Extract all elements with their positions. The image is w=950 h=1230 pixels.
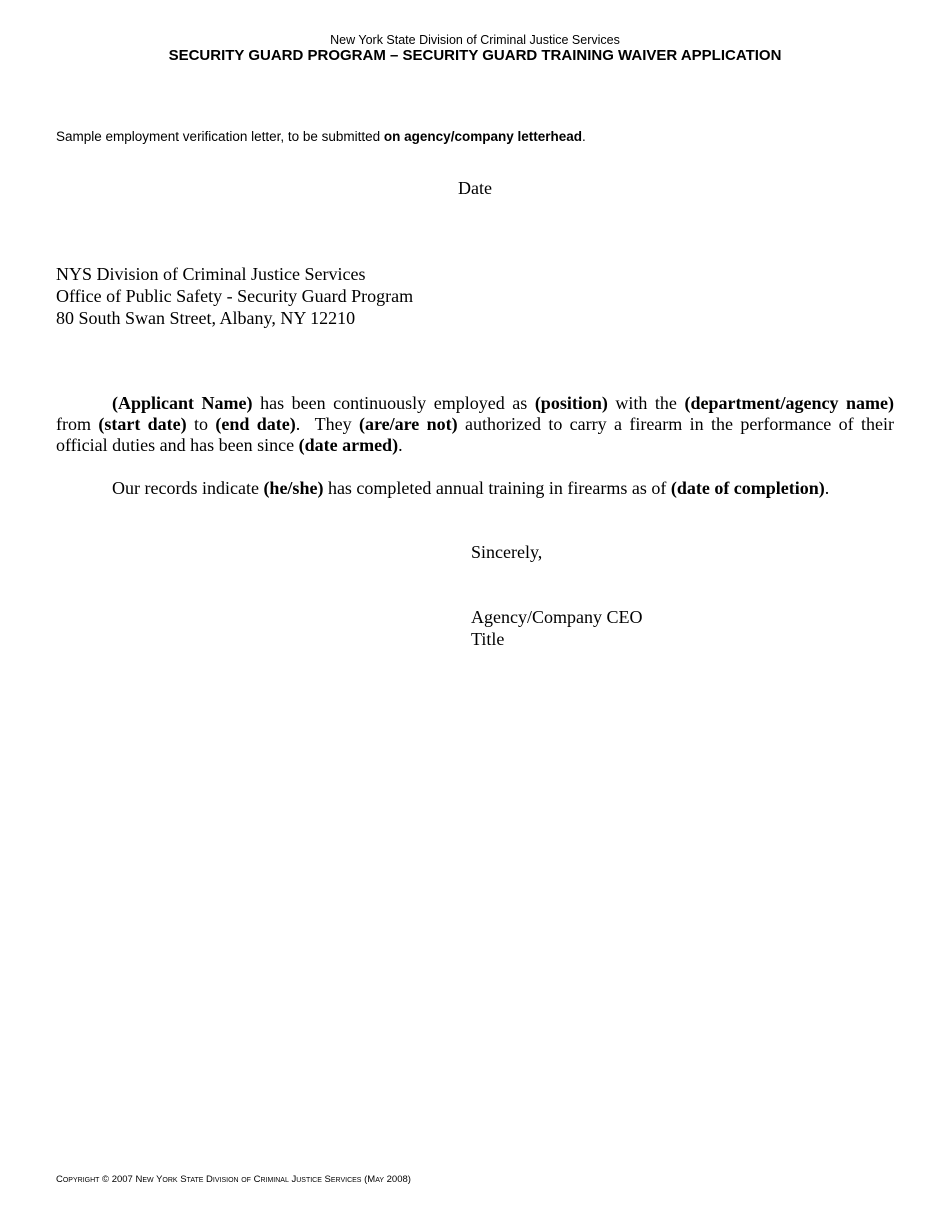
letter-date: Date — [458, 178, 492, 198]
paragraph-text: with the — [607, 393, 685, 413]
agency-heading: New York State Division of Criminal Justice Services — [330, 33, 620, 47]
paragraph-text: Our records indicate — [112, 478, 264, 498]
applicant-name-field: (Applicant Name) — [112, 393, 253, 413]
agency-name-field: (department/agency name) — [684, 393, 894, 413]
address-line-2: Office of Public Safety - Security Guard Program — [56, 286, 414, 306]
paragraph-text: from — [56, 414, 99, 434]
paragraph-text: has completed annual training in firearms as of — [323, 478, 671, 498]
instruction-text — [56, 129, 586, 144]
start-date-field: (start date) — [98, 414, 187, 434]
date-armed-field: (date armed) — [298, 435, 399, 455]
end-date-field: (end date) — [215, 414, 296, 434]
copyright-footer: Copyright © 2007 New York State Division of Criminal Justice Services (May 2008) — [56, 1174, 411, 1185]
address-line-1: NYS Division of Criminal Justice Services — [56, 264, 366, 284]
paragraph-text: . — [398, 435, 403, 455]
address-line-3: 80 South Swan Street, Albany, NY 12210 — [56, 308, 356, 328]
employment-paragraph — [56, 393, 894, 456]
paragraph-text: to — [186, 414, 216, 434]
paragraph-text: . They — [295, 414, 359, 434]
closing: Sincerely, — [471, 542, 543, 562]
instruction-end: . — [581, 129, 586, 144]
instruction-lead: Sample employment verification letter, to be submitted — [56, 129, 384, 144]
armed-status-field: (are/are not) — [358, 414, 458, 434]
instruction-emphasis: on agency/company letterhead — [383, 129, 582, 144]
position-field: (position) — [534, 393, 608, 413]
training-paragraph — [56, 478, 894, 499]
paragraph-text: authorized to carry a firearm in the performance of their official duties and has been since — [56, 414, 894, 455]
signature-block — [471, 606, 642, 650]
paragraph-text: . — [824, 478, 830, 498]
signer-name: Agency/Company CEO — [471, 607, 643, 627]
document-title: SECURITY GUARD PROGRAM – SECURITY GUARD TRAINING WAIVER APPLICATION — [168, 47, 782, 64]
recipient-address — [56, 263, 413, 329]
pronoun-field: (he/she) — [263, 478, 324, 498]
signer-title: Title — [471, 629, 505, 649]
paragraph-text: has been continuously employed as — [252, 393, 535, 413]
completion-date-field: (date of completion) — [670, 478, 825, 498]
